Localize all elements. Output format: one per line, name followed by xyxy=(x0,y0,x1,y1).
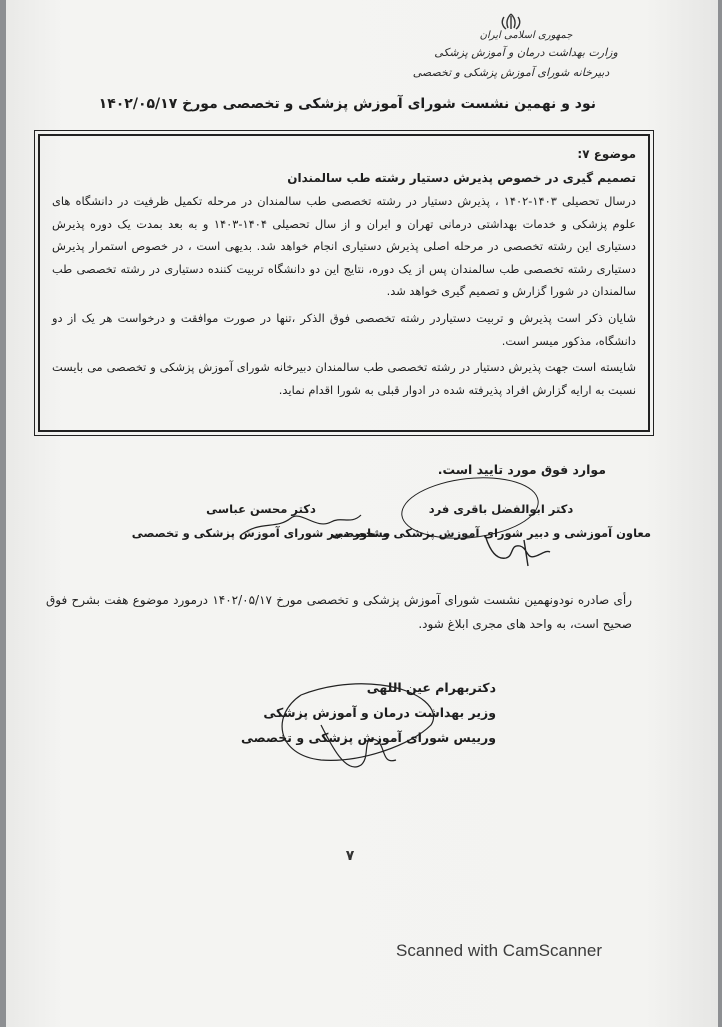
advisor-title: مشاور دبیر شورای آموزش پزشکی و تخصصی xyxy=(131,526,391,540)
paragraph-2: شایان ذکر است پذیرش و تربیت دستیاردر رشته تخصصی فوق الذکر ،تنها در صورت موافقت و درخواست هر یک از دو دانشگاه، مذکور میسر است. xyxy=(52,310,636,348)
document-page xyxy=(6,0,718,1027)
advisor-name: دکتر محسن عباسی xyxy=(206,502,316,516)
emblem-icon xyxy=(494,12,528,32)
scanner-watermark: Scanned with CamScanner xyxy=(396,941,603,960)
page-title: نود و نهمین نشست شورای آموزش پزشکی و تخصصی مورخ ۱۴۰۲/۰۵/۱۷ xyxy=(98,96,596,112)
topic-label: موضوع ۷: xyxy=(577,147,636,161)
minister-council-title: ورییس شورای آموزش پزشکی و تخصصی xyxy=(241,730,496,745)
minister-title: وزیر بهداشت درمان و آموزش پزشکی xyxy=(263,705,496,720)
signature-deputy-icon xyxy=(476,530,556,570)
header-republic: جمهوری اسلامی ایران xyxy=(479,30,573,41)
approval-note: موارد فوق مورد تایید است. xyxy=(437,462,606,477)
deputy-title: معاون آموزشی و دبیر شورای آموزش پزشکی و تخصصی xyxy=(331,526,651,540)
header-secretariat: دبیرخانه شورای آموزش پزشکی و تخصصی xyxy=(412,66,610,79)
paragraph-3: شایسته است جهت پذیرش دستیار در رشته تخصصی طب سالمندان دبیرخانه شورای آموزش پزشکی و تخصصی می بایست نسبت به ارایه گزارش افراد پذیرفته شده در ادوار قبلی به شورا اقدام نماید. xyxy=(52,360,636,397)
minister-name: دکتربهرام عین اللهی xyxy=(366,680,496,695)
topic-box xyxy=(38,134,650,432)
topic-subject: تصمیم گیری در خصوص پذیرش دستیار رشته طب سالمندان xyxy=(287,171,636,185)
header-ministry: وزارت بهداشت درمان و آموزش پزشکی xyxy=(434,46,618,59)
paragraph-1: درسال تحصیلی ۱۴۰۳-۱۴۰۲ ، پذیرش دستیار در رشته تخصصی طب سالمندان در مرحله تکمیل ظرفیت در دانشگاه های علوم پزشکی و خدمات بهداشتی درمانی تهران و ایران و از سال تحصیلی ۱۴۰۴-۱۴۰۳ و به بعد بمدت یک دوره پذیرش دستیاری این رشته تخصصی در مرحله اصلی پذیرش دستیاری انجام خواهد شد. بدیهی است ، در خصوص استمرار پذیرش دستیاری رشته تخصصی طب سالمندان پس از یک دوره، نتایج این دو دانشگاه تربیت کننده دستیاری در رشته تخصصی طب سالمندان در شورا گزارش و تصمیم گیری خواهد شد. xyxy=(52,194,637,299)
signature-minister-icon xyxy=(261,665,451,785)
deputy-name: دکتر ابوالفضل باقری فرد xyxy=(428,502,574,516)
council-vote-text: رأی صادره نودونهمین نشست شورای آموزش پزشکی و تخصصی مورخ ۱۴۰۲/۰۵/۱۷ درمورد موضوع هفت بشرح فوق صحیح است، به واحد های مجری ابلاغ شود. xyxy=(46,593,632,631)
signature-advisor-icon xyxy=(236,500,366,550)
page-number: ۷ xyxy=(345,848,355,864)
